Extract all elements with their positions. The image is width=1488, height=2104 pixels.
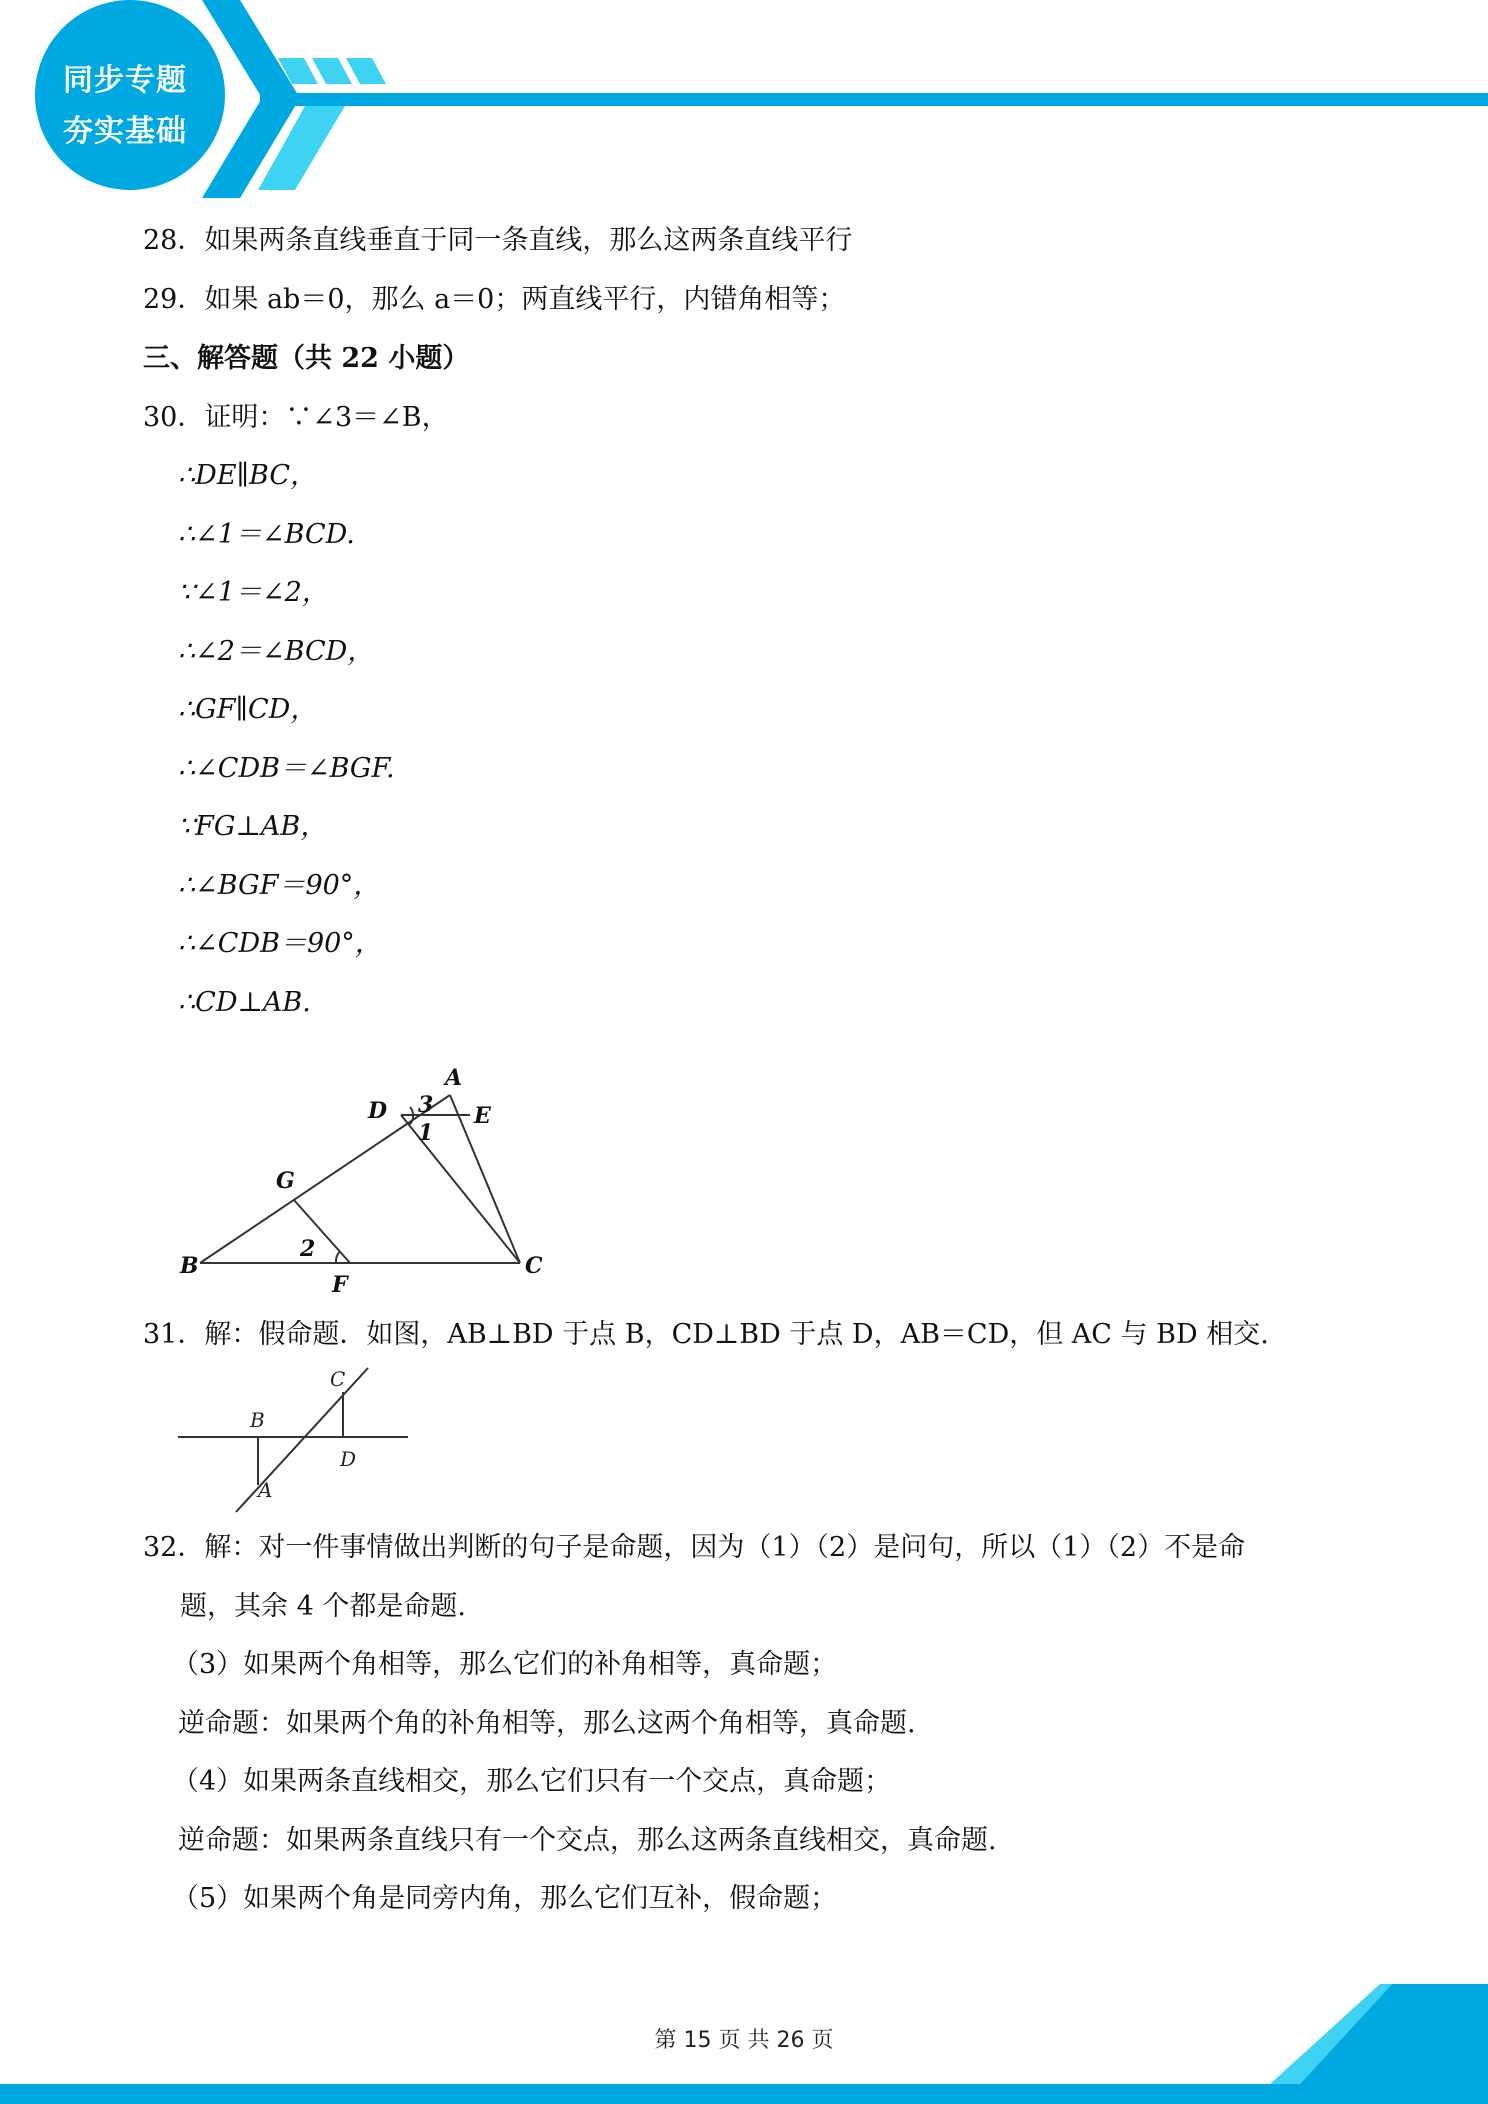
header-decoration: [0, 0, 1488, 200]
q30-line-9: ∴∠BGF＝90°，: [178, 870, 381, 901]
label-g: G: [276, 1168, 295, 1194]
q30-line-3: ∴∠1＝∠BCD.: [178, 519, 355, 550]
question-31: 31．解：假命题．如图，AB⊥BD 于点 B，CD⊥BD 于点 D，AB＝CD，但 AC 与 BD 相交.: [143, 1319, 1269, 1350]
q32-line-7: （5）如果两个角是同旁内角，那么它们互补，假命题；: [172, 1883, 838, 1914]
label-f: F: [332, 1272, 348, 1298]
header-stripe-2: [312, 58, 352, 84]
label-3: 3: [418, 1092, 434, 1118]
perpendicular-figure: [170, 1360, 420, 1520]
q30-line-6: ∴GF∥CD，: [178, 694, 318, 725]
fig2-label-c: C: [330, 1367, 346, 1391]
label-e: E: [474, 1103, 491, 1129]
q32-line-6: 逆命题：如果两条直线只有一个交点，那么这两条直线相交，真命题.: [178, 1825, 997, 1856]
label-1: 1: [418, 1120, 434, 1146]
q30-line-2: ∴DE∥BC，: [178, 460, 318, 491]
header-badge-line-1: 同步专题: [63, 63, 187, 98]
label-c: C: [525, 1253, 543, 1279]
triangle-figure: [170, 1040, 560, 1300]
angle-arc-2: [336, 1251, 340, 1263]
question-29: 29．如果 ab＝0，那么 a＝0；两直线平行，内错角相等；: [143, 284, 846, 315]
q32-line-2: 题，其余 4 个都是命题.: [180, 1591, 466, 1622]
label-2: 2: [300, 1236, 316, 1262]
q32-line-3: （3）如果两个角相等，那么它们的补角相等，真命题；: [172, 1649, 838, 1680]
label-d: D: [368, 1098, 388, 1124]
section-heading-answers: 三、解答题（共 22 小题）: [143, 343, 470, 374]
q30-line-7: ∴∠CDB＝∠BGF.: [178, 753, 395, 784]
page-number: 第 15 页 共 26 页: [654, 2028, 834, 2053]
segment-ac: [236, 1368, 368, 1512]
label-b: B: [180, 1253, 199, 1279]
footer-bar: [0, 2084, 1488, 2104]
q30-line-4: ∵∠1＝∠2，: [178, 577, 329, 608]
fig2-label-d: D: [340, 1447, 357, 1471]
q30-line-1: 30．证明：∵∠3＝∠B，: [143, 402, 449, 433]
q32-line-4: 逆命题：如果两个角的补角相等，那么这两个角相等，真命题.: [178, 1708, 916, 1739]
q30-line-11: ∴CD⊥AB.: [178, 987, 311, 1018]
q32-line-5: （4）如果两条直线相交，那么它们只有一个交点，真命题；: [172, 1766, 892, 1797]
angle-arc-3: [410, 1107, 413, 1115]
q32-line-1: 32．解：对一件事情做出判断的句子是命题，因为（1）（2）是问句，所以（1）（2）不是命: [143, 1532, 1246, 1563]
header-bar: [260, 93, 1488, 106]
label-a: A: [445, 1065, 463, 1091]
question-28: 28．如果两条直线垂直于同一条直线，那么这两条直线平行: [143, 225, 853, 256]
fig2-label-a: A: [258, 1478, 273, 1502]
q30-line-8: ∵FG⊥AB，: [178, 811, 328, 842]
fig2-label-b: B: [250, 1408, 265, 1432]
header-stripe-3: [346, 58, 386, 84]
header-badge-line-2: 夯实基础: [63, 114, 187, 149]
q30-line-10: ∴∠CDB＝90°，: [178, 928, 382, 959]
q30-line-5: ∴∠2＝∠BCD，: [178, 636, 375, 667]
